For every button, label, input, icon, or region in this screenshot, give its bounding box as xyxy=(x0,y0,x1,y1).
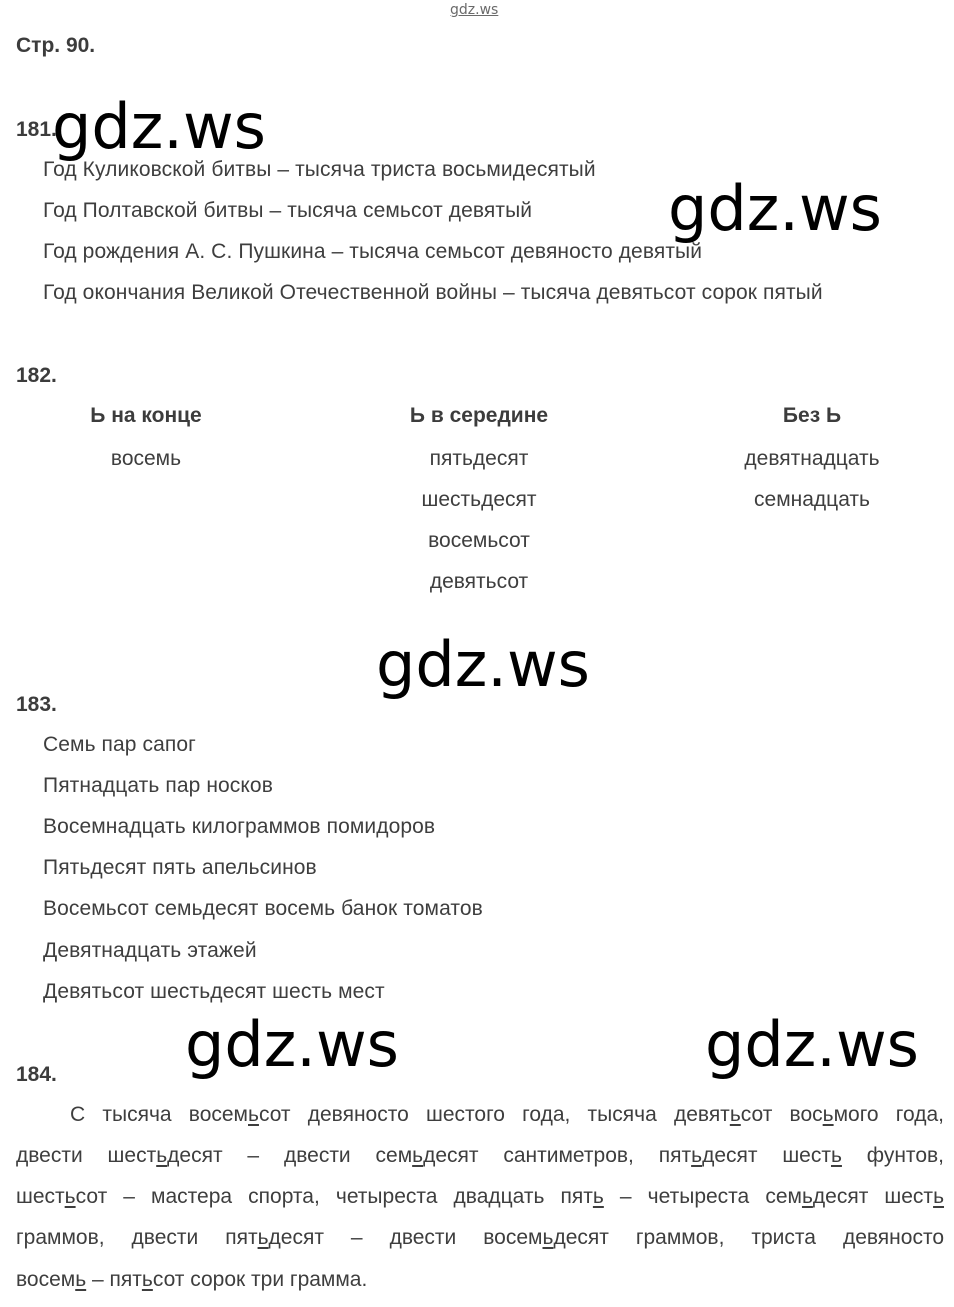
watermark-logo[interactable]: gdz.ws xyxy=(52,90,266,163)
exercise-182-number: 182. xyxy=(16,364,57,387)
watermark-logo[interactable]: gdz.ws xyxy=(185,1008,399,1081)
exercise-181-number: 181. xyxy=(16,118,57,141)
exercise-184-line: граммов, двести пятьдесят – двести восемьдесят граммов, триста девяносто xyxy=(16,1226,944,1249)
exercise-181-line: Год окончания Великой Отечественной войны – тысяча девятьсот сорок пятый xyxy=(43,281,823,304)
page-title: Стр. 90. xyxy=(16,34,96,57)
column-item: пятьдесят xyxy=(429,447,529,470)
watermark-logo[interactable]: gdz.ws xyxy=(668,172,882,245)
exercise-181-line: Год рождения А. С. Пушкина – тысяча семьсот девяносто девятый xyxy=(43,240,703,263)
exercise-183-number: 183. xyxy=(16,693,57,716)
exercise-183-line: Девятнадцать этажей xyxy=(43,939,257,962)
watermark-logo[interactable]: gdz.ws xyxy=(376,628,590,701)
exercise-183-line: Восемнадцать килограммов помидоров xyxy=(43,815,436,838)
column-header-no-soft-sign: Без Ь xyxy=(782,404,842,427)
exercise-183-line: Пятнадцать пар носков xyxy=(43,774,273,797)
column-item: девятьсот xyxy=(429,570,529,593)
column-header-soft-sign-end: Ь на конце xyxy=(90,404,202,427)
exercise-183-line: Семь пар сапог xyxy=(43,733,196,756)
exercise-181-line: Год Полтавской битвы – тысяча семьсот девятый xyxy=(43,199,533,222)
column-item: шестьдесят xyxy=(421,488,537,511)
watermark-logo[interactable]: gdz.ws xyxy=(705,1008,919,1081)
exercise-183-line: Пятьдесят пять апельсинов xyxy=(43,856,317,879)
exercise-183-line: Восемьсот семьдесят восемь банок томатов xyxy=(43,897,483,920)
column-item: восемьсот xyxy=(428,529,530,552)
column-item: восемь xyxy=(110,447,182,470)
column-header-soft-sign-middle: Ь в середине xyxy=(409,404,549,427)
exercise-184-number: 184. xyxy=(16,1063,57,1086)
exercise-184-line: двести шестьдесят – двести семьдесят сантиметров, пятьдесят шесть фунтов, xyxy=(16,1144,944,1167)
exercise-181-line: Год Куликовской битвы – тысяча триста восьмидесятый xyxy=(43,158,596,181)
exercise-184-line: С тысяча восемьсот девяносто шестого года, тысяча девятьсот восьмого года, xyxy=(70,1103,944,1126)
exercise-183-line: Девятьсот шестьдесят шесть мест xyxy=(43,980,385,1003)
exercise-184-line: восемь – пятьсот сорок три грамма. xyxy=(16,1268,368,1291)
column-item: семнадцать xyxy=(754,488,870,511)
watermark-top[interactable]: gdz.ws xyxy=(450,2,499,18)
exercise-184-line: шестьсот – мастера спорта, четыреста двадцать пять – четыреста семьдесят шесть xyxy=(16,1185,945,1208)
column-item: девятнадцать xyxy=(744,447,880,470)
